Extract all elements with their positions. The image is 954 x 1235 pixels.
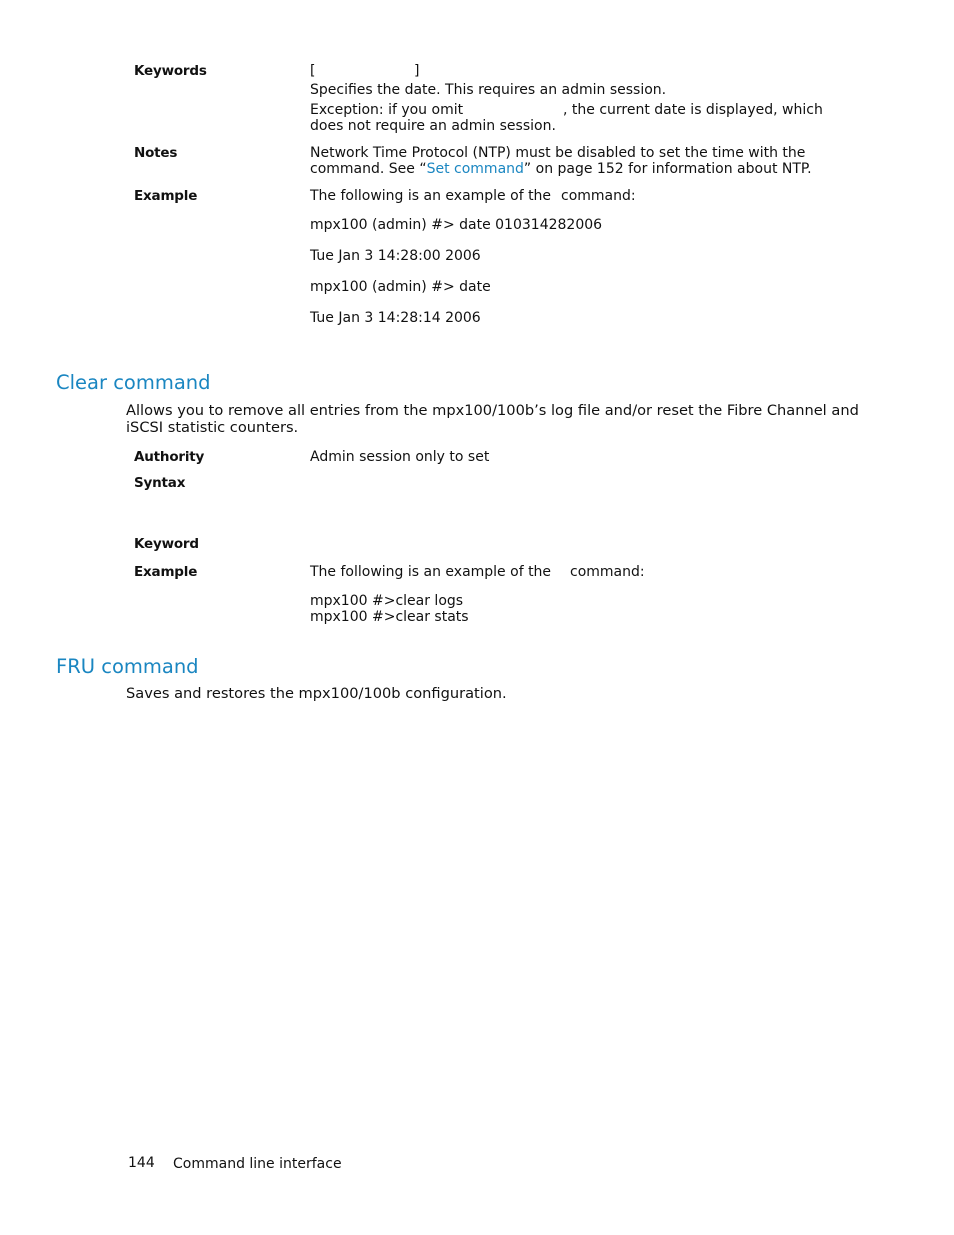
syntax-label: Syntax	[134, 475, 186, 491]
clear-example-label: Example	[134, 564, 198, 580]
set-command-link[interactable]: Set command	[426, 161, 524, 177]
example-line: Tue Jan 3 14:28:14 2006	[310, 310, 481, 326]
notes-line-2-prefix: command. See “	[310, 161, 427, 177]
notes-label: Notes	[134, 145, 178, 161]
fru-description: Saves and restores the mpx100/100b configuration.	[126, 685, 507, 702]
exception-prefix: Exception: if you omit	[310, 102, 464, 118]
clear-example-intro-suffix: command:	[570, 564, 645, 580]
authority-value: Admin session only to set	[310, 449, 490, 465]
clear-example-intro-prefix: The following is an example of the	[310, 564, 552, 580]
exception-line-2: does not require an admin session.	[310, 118, 556, 134]
example-label: Example	[134, 188, 198, 204]
example-intro-prefix: The following is an example of the	[310, 188, 552, 204]
fru-command-heading: FRU command	[56, 655, 199, 678]
clear-command-heading: Clear command	[56, 371, 211, 394]
notes-line-2	[310, 161, 812, 178]
clear-example-line: mpx100 #>clear logs	[310, 593, 464, 609]
authority-label: Authority	[134, 449, 205, 465]
notes-line-1: Network Time Protocol (NTP) must be disabled to set the time with the	[310, 145, 806, 161]
example-intro-suffix: command:	[561, 188, 636, 204]
example-line: mpx100 (admin) #> date 010314282006	[310, 217, 603, 233]
page-number: 144	[128, 1155, 155, 1171]
notes-line-2-suffix: ” on page 152 for information about NTP.	[523, 161, 812, 177]
keywords-close-bracket: ]	[414, 63, 420, 79]
clear-description-line-1: Allows you to remove all entries from the mpx100/100b’s log file and/or reset the Fibre Channel and	[126, 402, 859, 419]
keywords-open-bracket: [	[310, 63, 316, 79]
clear-example-line: mpx100 #>clear stats	[310, 609, 469, 625]
keywords-label: Keywords	[134, 63, 207, 79]
clear-description-line-2: iSCSI statistic counters.	[126, 419, 299, 436]
example-line: mpx100 (admin) #> date	[310, 279, 491, 295]
example-line: Tue Jan 3 14:28:00 2006	[310, 248, 481, 264]
keywords-description: Specifies the date. This requires an admin session.	[310, 82, 667, 98]
keyword-label: Keyword	[134, 536, 199, 552]
chapter-title: Command line interface	[173, 1156, 342, 1172]
exception-suffix: , the current date is displayed, which	[563, 102, 823, 118]
